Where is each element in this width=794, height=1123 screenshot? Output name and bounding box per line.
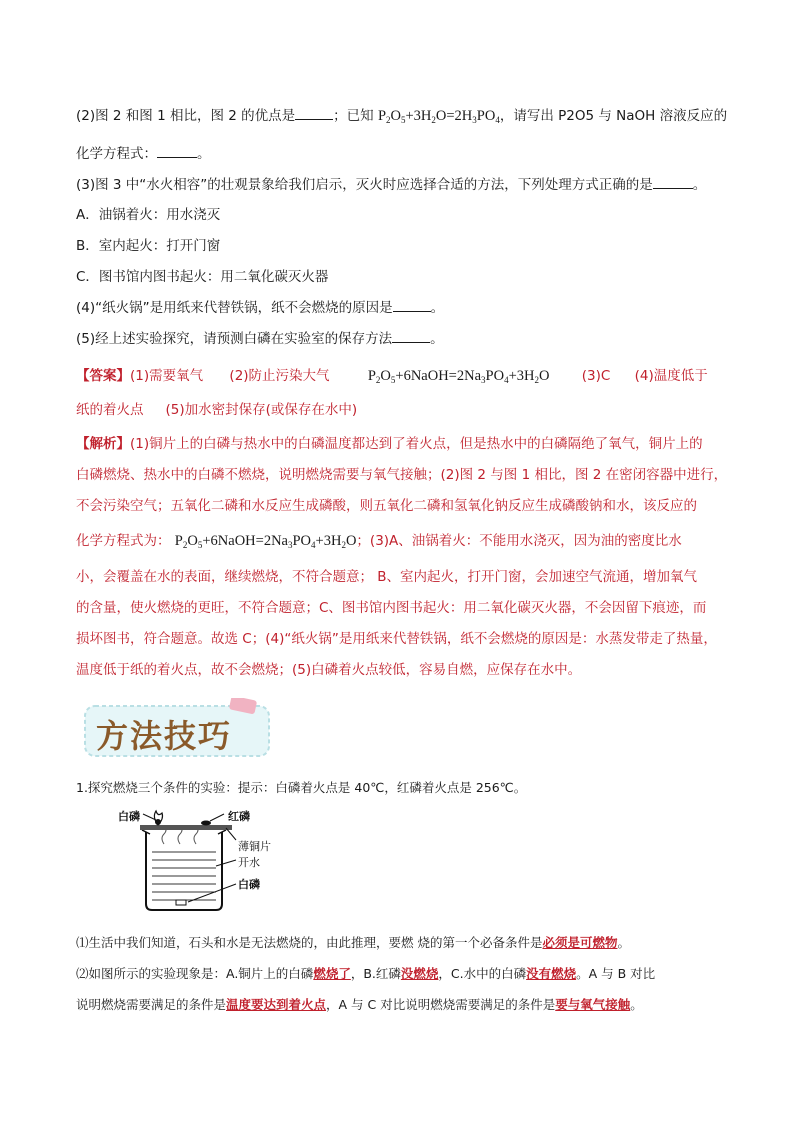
tip-p2: ⑵如图所示的实验现象是：A.铜片上的白磷燃烧了，B.红磷没燃烧，C.水中的白磷没有燃烧。A 与 B 对比 — [76, 966, 656, 981]
experiment-figure — [118, 808, 288, 918]
q2-line2: 化学方程式： 。 — [76, 146, 211, 162]
analysis-line4: 化学方程式为： $P_2O_5+6NaOH=2Na_3PO_4+3H_2O$；(3)A、油锅着火：不能用水浇灭，因为油的密度比水 — [76, 533, 682, 550]
q3-option-c: C．图书馆内图书起火：用二氧化碳灭火器 — [76, 269, 329, 285]
label-red-phosphorus: 红磷 — [228, 810, 250, 823]
analysis-line3: 不会污染空气；五氧化二磷和水反应生成磷酸，则五氧化二磷和氢氧化钠反应生成磷酸钠和水，该反应的 — [76, 498, 697, 514]
blank — [653, 176, 693, 189]
q3-option-a: A．油锅着火：用水浇灭 — [76, 207, 221, 223]
analysis-line6: 的含量，使火燃烧的更旺，不符合题意；C、图书馆内图书起火：用二氧化碳灭火器，不会因留下痕迹，而 — [76, 600, 707, 616]
answer-line1: 【答案】(1)需要氧气 (2)防止污染大气 $P_2O_5+6NaOH=2Na_3PO_4+3H_2O$ (3)C (4)温度低于 — [76, 368, 708, 385]
section-banner — [82, 698, 282, 760]
q5: (5)经上述实验探究，请预测白磷在实验室的保存方法 。 — [76, 331, 444, 347]
tip-p3: 说明燃烧需要满足的条件是温度要达到着火点，A 与 C 对比说明燃烧需要满足的条件是要与氧气接触。 — [76, 997, 643, 1012]
label-copper-sheet: 薄铜片 — [238, 840, 271, 853]
answer-formula: $P_2O_5+6NaOH=2Na_3PO_4+3H_2O$ — [367, 368, 550, 385]
analysis-line7: 损坏图书，符合题意。故选 C；(4)“纸火锅”是用纸来代替铁锅，纸不会燃烧的原因是：水蒸发带走了热量， — [76, 631, 717, 647]
label-white-phosphorus-bottom: 白磷 — [238, 878, 260, 891]
q3-stem: (3)图 3 中“水火相容”的壮观景象给我们启示，灭火时应选择合适的方法，下列处理方式正确的是 。 — [76, 177, 707, 193]
analysis-line8: 温度低于纸的着火点，故不会燃烧；(5)白磷着火点较低，容易自燃，应保存在水中。 — [76, 662, 582, 678]
answer-line2: 纸的着火点 (5)加水密封保存(或保存在水中) — [76, 402, 358, 418]
analysis-line1: 【解析】(1)铜片上的白磷与热水中的白磷温度都达到了着火点，但是热水中的白磷隔绝了氧气，铜片上的 — [76, 436, 703, 452]
analysis-formula: $P_2O_5+6NaOH=2Na_3PO_4+3H_2O$ — [174, 533, 357, 550]
formula-p2o5-h2o: $P_2O_5+3H_2O=2H_3PO_4$ — [377, 108, 500, 125]
blank — [393, 299, 431, 312]
analysis-line2: 白磷燃烧、热水中的白磷不燃烧，说明燃烧需要与氧气接触；(2)图 2 与图 1 相比，图 2 在密闭容器中进行， — [76, 467, 728, 483]
tip-1: 1.探究燃烧三个条件的实验：提示：白磷着火点是 40℃，红磷着火点是 256℃。 — [76, 780, 527, 795]
label-white-phosphorus-top: 白磷 — [118, 810, 140, 823]
banner-title: 方法技巧 — [96, 717, 233, 755]
blank — [157, 145, 197, 158]
analysis-line5: 小，会覆盖在水的表面，继续燃烧，不符合题意； B、室内起火，打开门窗，会加速空气流通，增加氧气 — [76, 569, 698, 585]
label-boiling-water: 开水 — [238, 856, 260, 869]
blank — [295, 107, 333, 120]
q3-option-b: B．室内起火：打开门窗 — [76, 238, 221, 254]
beaker-diagram — [118, 808, 288, 918]
tip-p1: ⑴生活中我们知道，石头和水是无法燃烧的，由此推理，要燃 烧的第一个必备条件是必须是可燃物。 — [76, 935, 631, 950]
blank — [392, 330, 430, 343]
copper-sheet — [140, 825, 232, 830]
q2-line1: (2)图 2 和图 1 相比，图 2 的优点是 ；已知 $P_2O_5+3H_2O=2H_3PO_4$，请写出 P2O5 与 NaOH 溶液反应的 — [76, 108, 728, 125]
q4: (4)“纸火锅”是用纸来代替铁锅，纸不会燃烧的原因是 。 — [76, 300, 445, 316]
